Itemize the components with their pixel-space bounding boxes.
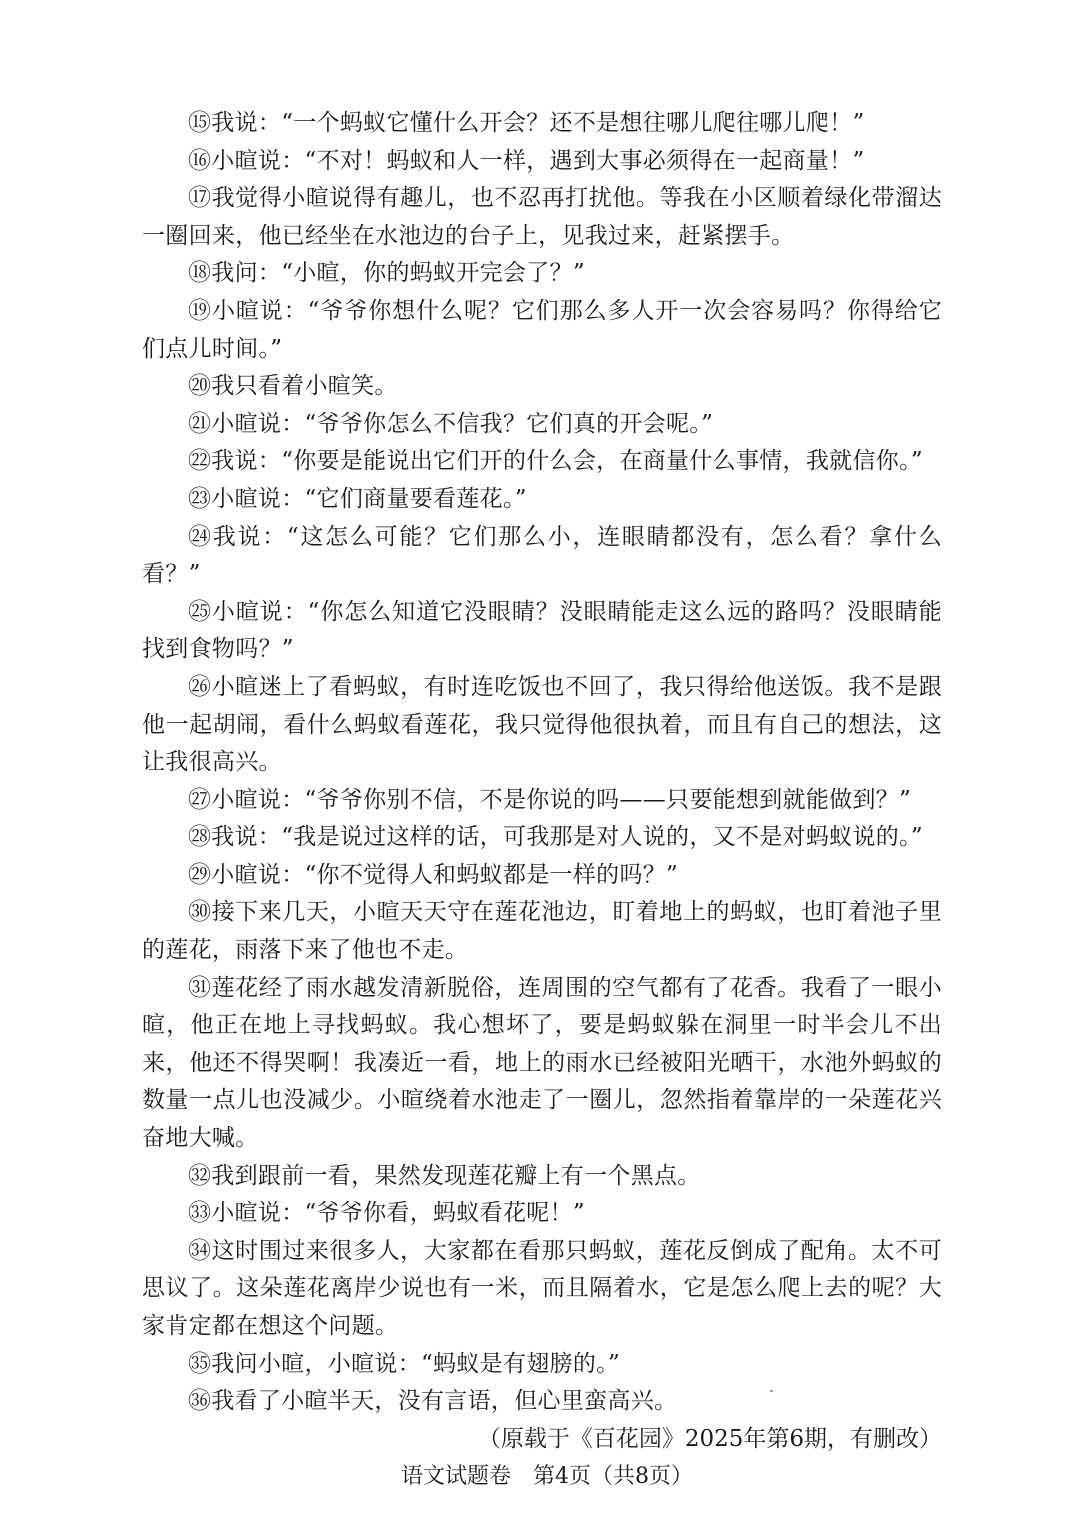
paragraph: ㉘我说：“我是说过这样的话，可我那是对人说的，又不是对蚂蚁说的。” (188, 824, 923, 851)
paragraph: ㉓小暄说：“它们商量要看莲花。” (188, 485, 527, 512)
paragraph: ㉒我说：“你要是能说出它们开的什么会，在商量什么事情，我就信你。” (188, 448, 923, 475)
paragraph: ㉙小暄说：“你不觉得人和蚂蚁都是一样的吗？” (188, 861, 679, 888)
source-note: （原载于《百花园》2025年第6期，有删改） (477, 1425, 942, 1452)
paragraph: ㉞这时围过来很多人，大家都在看那只蚂蚁，莲花反倒成了配角。太不可思议了。这朵莲花离岸少说也有一米，而且隔着水，它是怎么爬上去的呢？大家肯定都在想这个问题。 (142, 1237, 942, 1339)
paragraph: ㉕小暄说：“你怎么知道它没眼睛？没眼睛能走这么远的路吗？没眼睛能找到食物吗？” (142, 598, 942, 663)
page-footer: 语文试题卷 第4页（共8页） (401, 1464, 693, 1490)
paragraph: ㊱我看了小暄半天，没有言语，但心里蛮高兴。 (188, 1388, 678, 1415)
paragraph: ⑰我觉得小暄说得有趣儿，也不忍再打扰他。等我在小区顺着绿化带溜达一圈回来，他已经坐在水池边的台子上，见我过来，赶紧摆手。 (142, 185, 942, 249)
paragraph: ㉖小暄迷上了看蚂蚁，有时连吃饭也不回了，我只得给他送饭。我不是跟他一起胡闹，看什么蚂蚁看莲花，我只觉得他很执着，而且有自己的想法，这让我很高兴。 (142, 673, 942, 776)
paragraph: ⑲小暄说：“爷爷你想什么呢？它们那么多人开一次会容易吗？你得给它们点儿时间。” (142, 297, 942, 362)
story-body (142, 105, 942, 1421)
paragraph: ⑮我说：“一个蚂蚁它懂什么开会？还不是想往哪儿爬往哪儿爬！” (188, 110, 865, 136)
paragraph: ⑱我问：“小暄，你的蚂蚁开完会了？” (188, 260, 585, 287)
document-page (142, 105, 942, 1496)
paragraph: ㉛莲花经了雨水越发清新脱俗，连周围的空气都有了花香。我看了一眼小暄，他正在地上寻找蚂蚁。我心想坏了，要是蚂蚁躲在洞里一时半会儿不出来，他还不得哭啊！我凑近一看，地上的雨水已经被阳光晒干，水池外蚂蚁的数量一点儿也没减少。小暄绕着水池走了一圈儿，忽然指着靠岸的一朵莲花兴奋地大喊。 (142, 974, 942, 1152)
scan-speck (770, 1390, 773, 1392)
paragraph: ⑯小暄说：“不对！蚂蚁和人一样，遇到大事必须得在一起商量！” (188, 147, 865, 174)
paragraph: ㉜我到跟前一看，果然发现莲花瓣上有一个黑点。 (188, 1162, 701, 1189)
paragraph: ㉝小暄说：“爷爷你看，蚂蚁看花呢！” (188, 1200, 585, 1227)
paragraph: ㉗小暄说：“爷爷你别不信，不是你说的吗——只要能想到就能做到？” (188, 786, 912, 813)
paragraph: ㉚接下来几天，小暄天天守在莲花池边，盯着地上的蚂蚁，也盯着池子里的莲花，雨落下来了他也不走。 (142, 899, 942, 964)
paragraph: ⑳我只看着小暄笑。 (188, 373, 398, 400)
paragraph: ㉟我问小暄，小暄说：“蚂蚁是有翅膀的。” (188, 1350, 621, 1377)
paragraph: ㉔我说：“这怎么可能？它们那么小，连眼睛都没有，怎么看？拿什么看？” (142, 523, 942, 588)
paragraph: ㉑小暄说：“爷爷你怎么不信我？它们真的开会呢。” (188, 410, 714, 437)
